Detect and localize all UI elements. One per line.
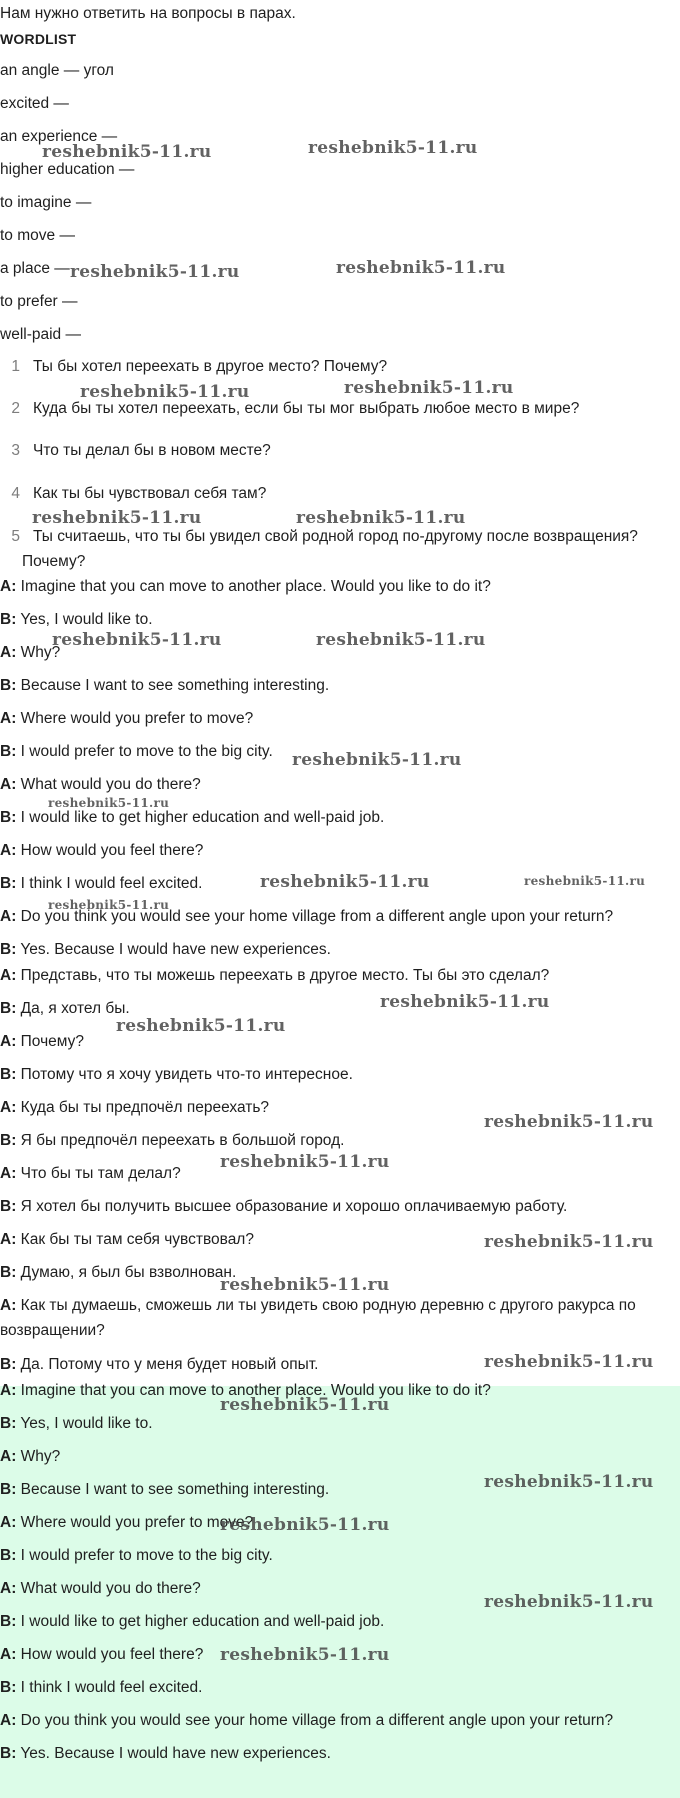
speaker-label: A:: [0, 710, 17, 727]
dialog-text: What would you do there?: [16, 776, 201, 793]
dialog-line: [0, 610, 153, 630]
dialog-text: I think I would feel excited.: [16, 875, 203, 892]
speaker-label: A:: [0, 578, 17, 595]
dialog-text: What would you do there?: [16, 1580, 201, 1597]
speaker-label: B:: [0, 1679, 17, 1696]
wordlist-item: well-paid —: [0, 326, 81, 343]
speaker-label: B:: [0, 1132, 17, 1149]
dialog-line-ru: [0, 1197, 567, 1217]
dialog-line: [0, 742, 273, 762]
wordlist-title: WORDLIST: [0, 31, 77, 47]
dialog-text: How would you feel there?: [16, 842, 204, 859]
dialog-line-highlight: [0, 1744, 331, 1764]
wordlist-item: higher education —: [0, 161, 135, 178]
speaker-label: B:: [0, 611, 17, 628]
dialog-text: Почему?: [16, 1033, 84, 1050]
speaker-label: A:: [0, 1099, 17, 1116]
speaker-label: B:: [0, 1613, 17, 1630]
watermark: reshebnik5-11.ru: [484, 1592, 654, 1612]
speaker-label: B:: [0, 1264, 17, 1281]
watermark: reshebnik5-11.ru: [308, 138, 478, 158]
dialog-text: I would prefer to move to the big city.: [16, 1547, 273, 1564]
watermark: reshebnik5-11.ru: [524, 874, 646, 888]
dialog-line: [0, 841, 203, 861]
speaker-label: A:: [0, 1382, 17, 1399]
speaker-label: A:: [0, 1580, 17, 1597]
watermark: reshebnik5-11.ru: [116, 1016, 286, 1036]
question-number: 4: [11, 485, 20, 502]
dialog-line: [0, 808, 384, 828]
wordlist-item: a place —: [0, 260, 70, 277]
watermark: reshebnik5-11.ru: [292, 750, 462, 770]
speaker-label: B:: [0, 1745, 17, 1762]
speaker-label: A:: [0, 1297, 17, 1314]
dialog-text: Yes. Because I would have new experiences.: [16, 1745, 331, 1762]
speaker-label: A:: [0, 1712, 17, 1729]
question-number: 1: [11, 358, 20, 375]
speaker-label: A:: [0, 644, 17, 661]
speaker-label: A:: [0, 1165, 17, 1182]
dialog-line-highlight: [0, 1480, 329, 1500]
question-text: Ты бы хотел переехать в другое место? Почему?: [33, 358, 388, 375]
wordlist-item: to imagine —: [0, 194, 92, 211]
speaker-label: B:: [0, 941, 17, 958]
dialog-line-highlight: [0, 1513, 253, 1533]
speaker-label: A:: [0, 842, 17, 859]
dialog-line-ru: [0, 1131, 344, 1151]
dialog-text: Why?: [16, 1448, 61, 1465]
speaker-label: B:: [0, 1415, 17, 1432]
dialog-text: Why?: [16, 644, 61, 661]
question-text: Куда бы ты хотел переехать, если бы ты мог выбрать любое место в мире?: [33, 400, 580, 417]
watermark: reshebnik5-11.ru: [484, 1112, 654, 1132]
dialog-line: [0, 709, 253, 729]
dialog-line-highlight: [0, 1612, 384, 1632]
dialog-text: Because I want to see something interesting.: [16, 677, 330, 694]
dialog-line-ru: [0, 1032, 84, 1052]
watermark: reshebnik5-11.ru: [484, 1232, 654, 1252]
dialog-text: Да, я хотел бы.: [16, 1000, 130, 1017]
dialog-line-highlight: [0, 1447, 60, 1467]
dialog-line-ru: [0, 999, 130, 1019]
dialog-line-ru: [0, 1230, 254, 1250]
dialog-line-ru: [0, 1065, 353, 1085]
speaker-label: B:: [0, 1066, 17, 1083]
speaker-label: B:: [0, 1356, 17, 1373]
dialog-text: Что бы ты там делал?: [16, 1165, 181, 1182]
dialog-text: I would prefer to move to the big city.: [16, 743, 273, 760]
dialog-text: Потому что я хочу увидеть что-то интересное.: [16, 1066, 353, 1083]
dialog-text: Да. Потому что у меня будет новый опыт.: [16, 1356, 319, 1373]
dialog-text: Where would you prefer to move?: [16, 710, 254, 727]
watermark: reshebnik5-11.ru: [48, 796, 170, 810]
speaker-label: A:: [0, 1514, 17, 1531]
dialog-line-highlight: [0, 1579, 201, 1599]
dialog-text: Я бы предпочёл переехать в большой город.: [16, 1132, 345, 1149]
watermark: reshebnik5-11.ru: [484, 1352, 654, 1372]
dialog-text-continued: возвращении?: [0, 1322, 105, 1339]
dialog-line-ru: [0, 1098, 269, 1118]
watermark: reshebnik5-11.ru: [42, 142, 212, 162]
watermark: reshebnik5-11.ru: [52, 630, 222, 650]
question-text-continued: Почему?: [22, 553, 86, 570]
speaker-label: B:: [0, 1481, 17, 1498]
dialog-line-highlight: [0, 1678, 202, 1698]
dialog-text: Imagine that you can move to another place. Would you like to do it?: [16, 1382, 491, 1399]
dialog-line-ru: [0, 1355, 318, 1375]
dialog-text: Yes. Because I would have new experiences.: [16, 941, 331, 958]
watermark: reshebnik5-11.ru: [220, 1515, 390, 1535]
speaker-label: B:: [0, 1547, 17, 1564]
question-number: 2: [11, 400, 20, 417]
dialog-text: Я хотел бы получить высшее образование и хорошо оплачиваемую работу.: [16, 1198, 568, 1215]
dialog-line-ru: [0, 1296, 636, 1316]
dialog-line-highlight: [0, 1414, 153, 1434]
speaker-label: B:: [0, 677, 17, 694]
dialog-text: I think I would feel excited.: [16, 1679, 203, 1696]
watermark: reshebnik5-11.ru: [484, 1472, 654, 1492]
dialog-text: Куда бы ты предпочёл переехать?: [16, 1099, 270, 1116]
speaker-label: B:: [0, 809, 17, 826]
question-text: Ты считаешь, что ты бы увидел свой родной город по-другому после возвращения?: [33, 528, 638, 545]
dialog-line-ru: [0, 1164, 181, 1184]
speaker-label: B:: [0, 1198, 17, 1215]
watermark: reshebnik5-11.ru: [220, 1395, 390, 1415]
dialog-text: Как бы ты там себя чувствовал?: [16, 1231, 254, 1248]
watermark: reshebnik5-11.ru: [260, 872, 430, 892]
question-text: Что ты делал бы в новом месте?: [33, 442, 271, 459]
dialog-line: [0, 577, 491, 597]
dialog-line-highlight: [0, 1645, 203, 1665]
dialog-line: [0, 676, 329, 696]
dialog-line-highlight: [0, 1711, 613, 1731]
wordlist-item: to move —: [0, 227, 75, 244]
watermark: reshebnik5-11.ru: [70, 262, 240, 282]
dialog-text: Yes, I would like to.: [16, 1415, 153, 1432]
speaker-label: A:: [0, 776, 17, 793]
watermark: reshebnik5-11.ru: [220, 1152, 390, 1172]
dialog-text: Do you think you would see your home village from a different angle upon your return?: [16, 1712, 614, 1729]
dialog-text: Because I want to see something interesting.: [16, 1481, 330, 1498]
dialog-line: [0, 940, 331, 960]
dialog-text: Where would you prefer to move?: [16, 1514, 254, 1531]
speaker-label: B:: [0, 875, 17, 892]
dialog-line-highlight: [0, 1546, 273, 1566]
dialog-text: Yes, I would like to.: [16, 611, 153, 628]
intro-text: Нам нужно ответить на вопросы в парах.: [0, 5, 296, 22]
watermark: reshebnik5-11.ru: [80, 382, 250, 402]
dialog-line-ru: [0, 966, 549, 986]
dialog-text: Как ты думаешь, сможешь ли ты увидеть свою родную деревню с другого ракурса по: [16, 1297, 636, 1314]
speaker-label: A:: [0, 1231, 17, 1248]
question-number: 3: [11, 442, 20, 459]
dialog-text: Представь, что ты можешь переехать в другое место. Ты бы это сделал?: [16, 967, 550, 984]
speaker-label: A:: [0, 908, 17, 925]
speaker-label: A:: [0, 1033, 17, 1050]
wordlist-item: to prefer —: [0, 293, 78, 310]
speaker-label: B:: [0, 743, 17, 760]
watermark: reshebnik5-11.ru: [220, 1275, 390, 1295]
speaker-label: B:: [0, 1000, 17, 1017]
watermark: reshebnik5-11.ru: [296, 508, 466, 528]
watermark: reshebnik5-11.ru: [316, 630, 486, 650]
question-number: 5: [11, 528, 20, 545]
speaker-label: A:: [0, 967, 17, 984]
dialog-text: How would you feel there?: [16, 1646, 204, 1663]
speaker-label: A:: [0, 1646, 17, 1663]
dialog-line: [0, 775, 201, 795]
watermark: reshebnik5-11.ru: [32, 508, 202, 528]
dialog-text: Imagine that you can move to another place. Would you like to do it?: [16, 578, 491, 595]
dialog-line: [0, 874, 202, 894]
question-text: Как ты бы чувствовал себя там?: [33, 485, 267, 502]
watermark: reshebnik5-11.ru: [336, 258, 506, 278]
wordlist-item: an experience —: [0, 128, 118, 145]
wordlist-item: excited —: [0, 95, 69, 112]
dialog-text: Думаю, я был бы взволнован.: [16, 1264, 237, 1281]
speaker-label: A:: [0, 1448, 17, 1465]
dialog-text: I would like to get higher education and well-paid job.: [16, 809, 385, 826]
watermark: reshebnik5-11.ru: [380, 992, 550, 1012]
dialog-text: I would like to get higher education and well-paid job.: [16, 1613, 385, 1630]
watermark: reshebnik5-11.ru: [220, 1645, 390, 1665]
wordlist-item: an angle — угол: [0, 62, 114, 79]
dialog-line-ru: [0, 1263, 236, 1283]
watermark: reshebnik5-11.ru: [344, 378, 514, 398]
watermark: reshebnik5-11.ru: [48, 898, 170, 912]
dialog-text: Do you think you would see your home village from a different angle upon your return?: [16, 908, 614, 925]
